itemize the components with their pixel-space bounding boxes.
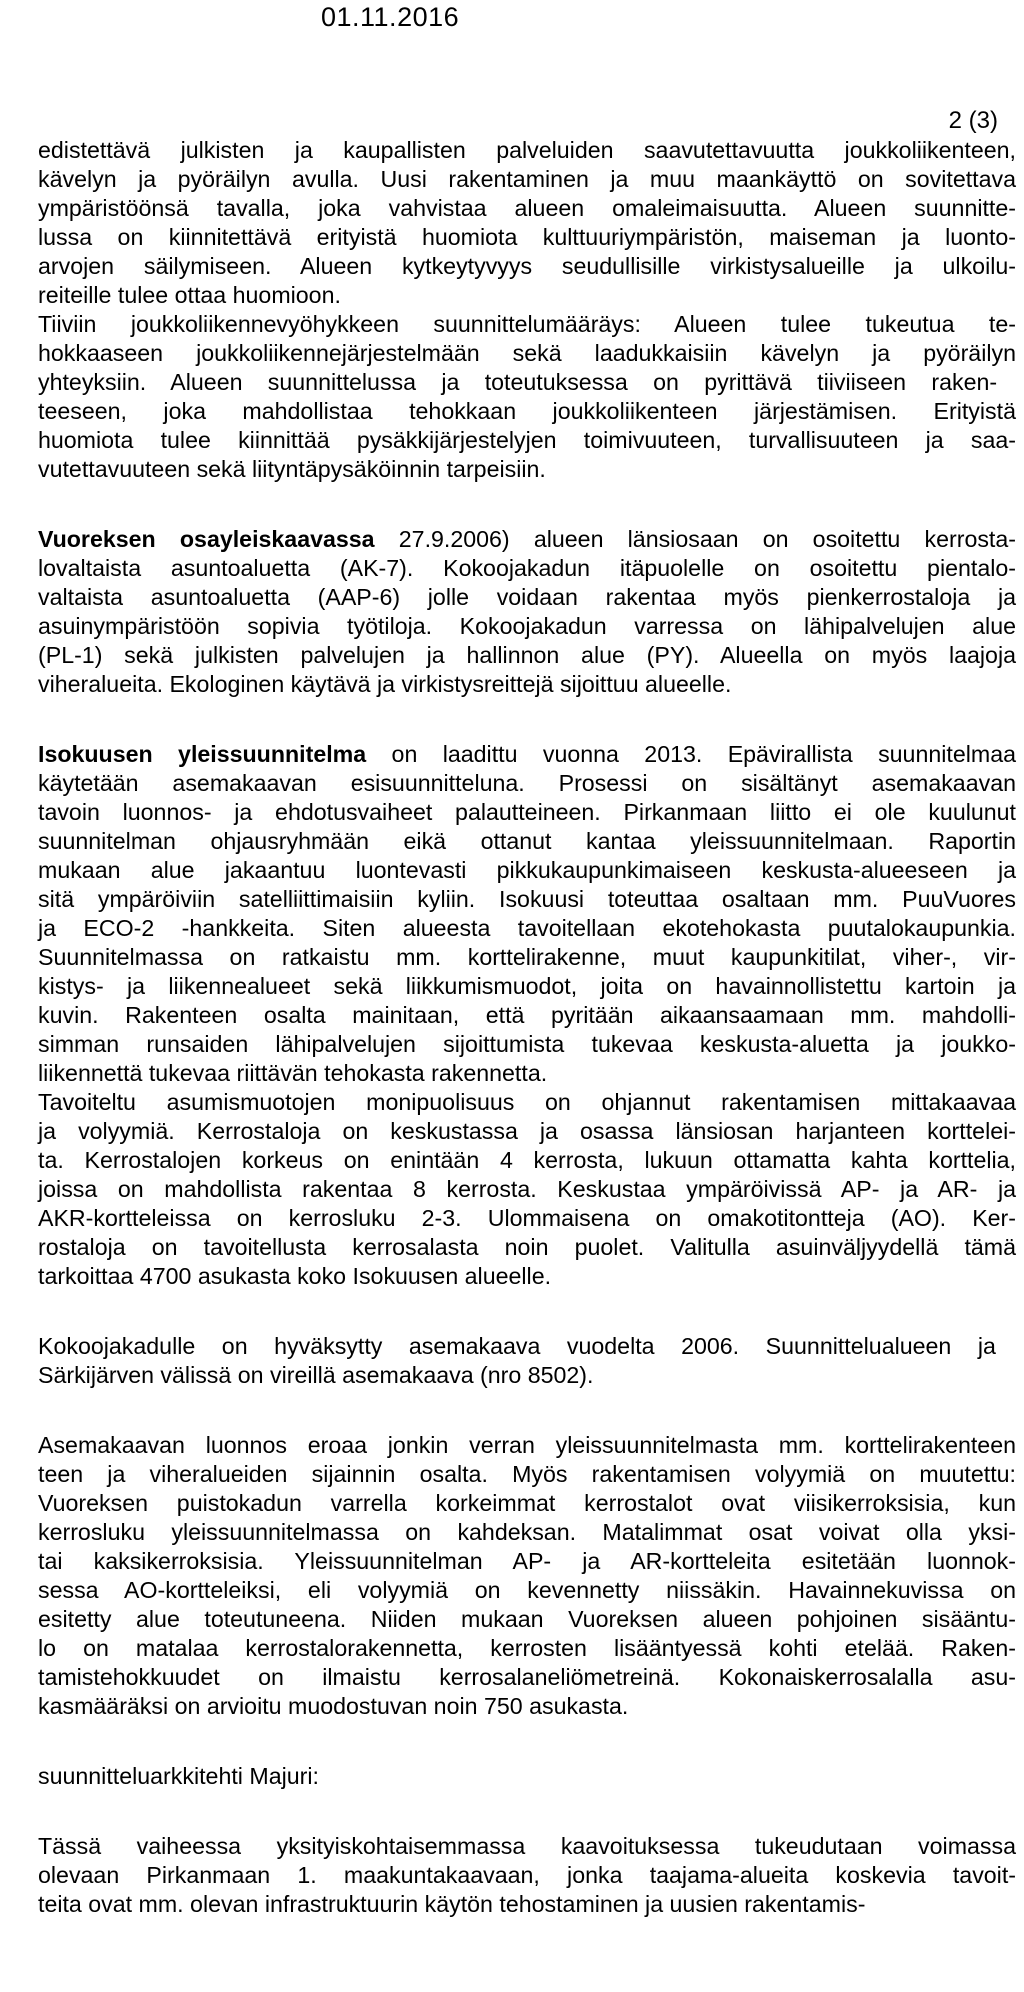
- text-line: ympäristöönsä tavalla, joka vahvistaa alueen omaleimaisuutta. Alueen suunnitte-: [38, 195, 1016, 221]
- text-line: tamistehokkuudet on ilmaistu kerrosalaneliömetreinä. Kokonaiskerrosalalla asu-: [38, 1664, 1016, 1690]
- text-line: (PL-1) sekä julkisten palvelujen ja hallinnon alue (PY). Alueella on myös laajoja: [38, 642, 1016, 668]
- text-line: yhteyksiin. Alueen suunnittelussa ja toteutuksessa on pyrittävä tiiviiseen raken-: [38, 369, 998, 395]
- text-line: kasmääräksi on arvioitu muodostuvan noin 750 asukasta.: [38, 1693, 629, 1719]
- paragraph-draft-differences: [38, 1431, 1016, 1721]
- text-line: AKR-kortteleissa on kerrosluku 2-3. Ulommaisena on omakotitontteja (AO). Ker-: [38, 1205, 1016, 1231]
- document-body: [38, 136, 1016, 1919]
- paragraph-street-detail-plan: [38, 1332, 1016, 1390]
- text-line: mukaan alue jakaantuu luontevasti pikkukaupunkimaiseen keskusta-alueeseen ja: [38, 857, 1016, 883]
- text-line: teeseen, joka mahdollistaa tehokkaan joukkoliikenteen järjestämisen. Erityistä: [38, 398, 1016, 424]
- text-line: lovaltaista asuntoaluetta (AK-7). Kokoojakadun itäpuolelle on osoitettu pientalo-: [38, 555, 1016, 581]
- paragraph-isokuusi-plan: [38, 740, 1016, 1088]
- text-line: kerrosluku yleissuunnitelmassa on kahdeksan. Matalimmat osat voivat olla yksi-: [38, 1519, 1016, 1545]
- text-line: vutettavuuteen sekä liityntäpysäköinnin tarpeisiin.: [38, 456, 546, 482]
- text-line: olevaan Pirkanmaan 1. maakuntakaavaan, jonka taajama-alueita koskevia tavoit-: [38, 1862, 1016, 1888]
- text-line: esitetty alue toteutuneena. Niiden mukaan Vuoreksen alueen pohjoinen sisääntu-: [38, 1606, 1016, 1632]
- text-line: Kokoojakadulle on hyväksytty asemakaava vuodelta 2006. Suunnittelualueen ja: [38, 1333, 996, 1359]
- paragraph-rest: [38, 769, 1016, 1088]
- text-fragment: on laadittu vuonna 2013. Epävirallista suunnitelmaa: [366, 741, 1016, 767]
- text-line: lussa on kiinnitettävä erityistä huomiota kulttuuriympäristön, maiseman ja luonto-: [38, 224, 1016, 250]
- text-line: suunnitelman ohjausryhmään eikä ottanut kantaa yleissuunnitelmaan. Raportin: [38, 828, 1016, 854]
- text-line: Särkijärven välissä on vireillä asemakaava (nro 8502).: [38, 1362, 594, 1388]
- text-line: joissa on mahdollista rakentaa 8 kerrosta. Keskustaa ympäröivissä AP- ja AR- ja: [38, 1176, 1016, 1202]
- term-vuores-master-plan: Vuoreksen osayleiskaavassa: [38, 526, 375, 552]
- text-line: teen ja viheralueiden sijainnin osalta. Myös rakentamisen volyymiä on muutettu:: [38, 1461, 1016, 1487]
- text-line: tavoin luonnos- ja ehdotusvaiheet palautteineen. Pirkanmaan liitto ei ole kuulunut: [38, 799, 1016, 825]
- text-line: Asemakaavan luonnos eroaa jonkin verran yleissuunnitelmasta mm. korttelirakenteen: [38, 1432, 1016, 1458]
- text-line: Vuoreksen puistokadun varrella korkeimmat kerrostalot ovat viisikerroksisia, kun: [38, 1490, 1016, 1516]
- text-line: viheralueita. Ekologinen käytävä ja virkistysreittejä sijoittuu alueelle.: [38, 671, 732, 697]
- text-line: rostaloja on tavoitellusta kerrosalasta noin puolet. Valitulla asuinväljyydellä tämä: [38, 1234, 1016, 1260]
- term-isokuusi-plan: Isokuusen yleissuunnitelma: [38, 741, 367, 767]
- text-line: Tavoiteltu asumismuotojen monipuolisuus on ohjannut rakentamisen mittakaavaa: [38, 1089, 1016, 1115]
- paragraph-transit-zone-regulation: [38, 310, 1016, 484]
- text-line: ja volyymiä. Kerrostaloja on keskustassa ja osassa länsiosan harjanteen korttelei-: [38, 1118, 1016, 1144]
- text-line: tarkoittaa 4700 asukasta koko Isokuusen alueelle.: [38, 1263, 552, 1289]
- text-line: kävelyn ja pyöräilyn avulla. Uusi rakentaminen ja muu maankäyttö on sovitettava: [38, 166, 1016, 192]
- text-line: suunnitteluarkkitehti Majuri:: [38, 1763, 319, 1789]
- text-line: [38, 740, 1016, 769]
- text-fragment: 27.9.2006) alueen länsiosaan on osoitettu kerrosta-: [374, 526, 1016, 552]
- text-line: sessa AO-kortteleiksi, eli volyymiä on kevennetty niissäkin. Havainnekuvissa on: [38, 1577, 1016, 1603]
- text-line: reiteille tulee ottaa huomioon.: [38, 282, 341, 308]
- text-line: Tiiviin joukkoliikennevyöhykkeen suunnittelumääräys: Alueen tulee tukeutua te-: [38, 311, 1016, 337]
- text-line: asuinympäristöön sopivia työtiloja. Kokoojakadun varressa on lähipalvelujen alue: [38, 613, 1016, 639]
- text-line: ja ECO-2 -hankkeita. Siten alueesta tavoitellaan ekotehokasta puutalokaupunkia.: [38, 915, 1016, 941]
- text-line: teita ovat mm. olevan infrastruktuurin käytön tehostaminen ja uusien rakentamis-: [38, 1891, 866, 1917]
- text-line: Suunnitelmassa on ratkaistu mm. korttelirakenne, muut kaupunkitilat, viher-, vir-: [38, 944, 1016, 970]
- paragraph-planning-goal: [38, 136, 1016, 310]
- speaker-label: [38, 1762, 1016, 1791]
- text-line: valtaista asuntoaluetta (AAP-6) jolle voidaan rakentaa myös pienkerrostaloja ja: [38, 584, 1016, 610]
- text-line: liikennettä tukevaa riittävän tehokasta rakennetta.: [38, 1060, 548, 1086]
- paragraph-regional-plan: [38, 1832, 1016, 1919]
- document-date: 01.11.2016: [321, 2, 460, 32]
- text-line: sitä ympäröiviin satelliittimaisiin kyliin. Isokuusi toteuttaa osaltaan mm. PuuVuores: [38, 886, 1016, 912]
- text-line: edistettävä julkisten ja kaupallisten palveluiden saavutettavuutta joukkoliikenteen,: [38, 137, 1016, 163]
- text-line: huomiota tulee kiinnittää pysäkkijärjestelyjen toimivuuteen, turvallisuuteen ja saa-: [38, 427, 1016, 453]
- text-line: lo on matalaa kerrostalorakennetta, kerrosten lisääntyessä kohti etelää. Raken-: [38, 1635, 1016, 1661]
- page-number: 2 (3): [948, 107, 998, 134]
- text-line: hokkaaseen joukkoliikennejärjestelmään sekä laadukkaisiin kävelyn ja pyöräilyn: [38, 340, 1016, 366]
- text-line: simman runsaiden lähipalvelujen sijoittumista tukevaa keskusta-aluetta ja joukko-: [38, 1031, 1016, 1057]
- text-line: Tässä vaiheessa yksityiskohtaisemmassa kaavoituksessa tukeudutaan voimassa: [38, 1833, 1016, 1859]
- text-line: kuvin. Rakenteen osalta mainitaan, että pyritään aikaansaamaan mm. mahdolli-: [38, 1002, 1016, 1028]
- paragraph-vuores-master-plan: [38, 525, 1016, 699]
- text-line: ta. Kerrostalojen korkeus on enintään 4 kerrosta, lukuun ottamatta kahta korttelia,: [38, 1147, 1016, 1173]
- text-line: tai kaksikerroksisia. Yleissuunnitelman AP- ja AR-kortteleita esitetään luonnok-: [38, 1548, 1016, 1574]
- text-line: [38, 525, 1016, 554]
- paragraph-rest: [38, 554, 1016, 699]
- paragraph-housing-forms: [38, 1088, 1016, 1291]
- text-line: käytetään asemakaavan esisuunnitteluna. Prosessi on sisältänyt asemakaavan: [38, 770, 1016, 796]
- text-line: kistys- ja liikennealueet sekä liikkumismuodot, joita on havainnollistettu kartoin ja: [38, 973, 1016, 999]
- text-line: arvojen säilymiseen. Alueen kytkeytyvyys seudullisille virkistysalueille ja ulkoilu-: [38, 253, 1016, 279]
